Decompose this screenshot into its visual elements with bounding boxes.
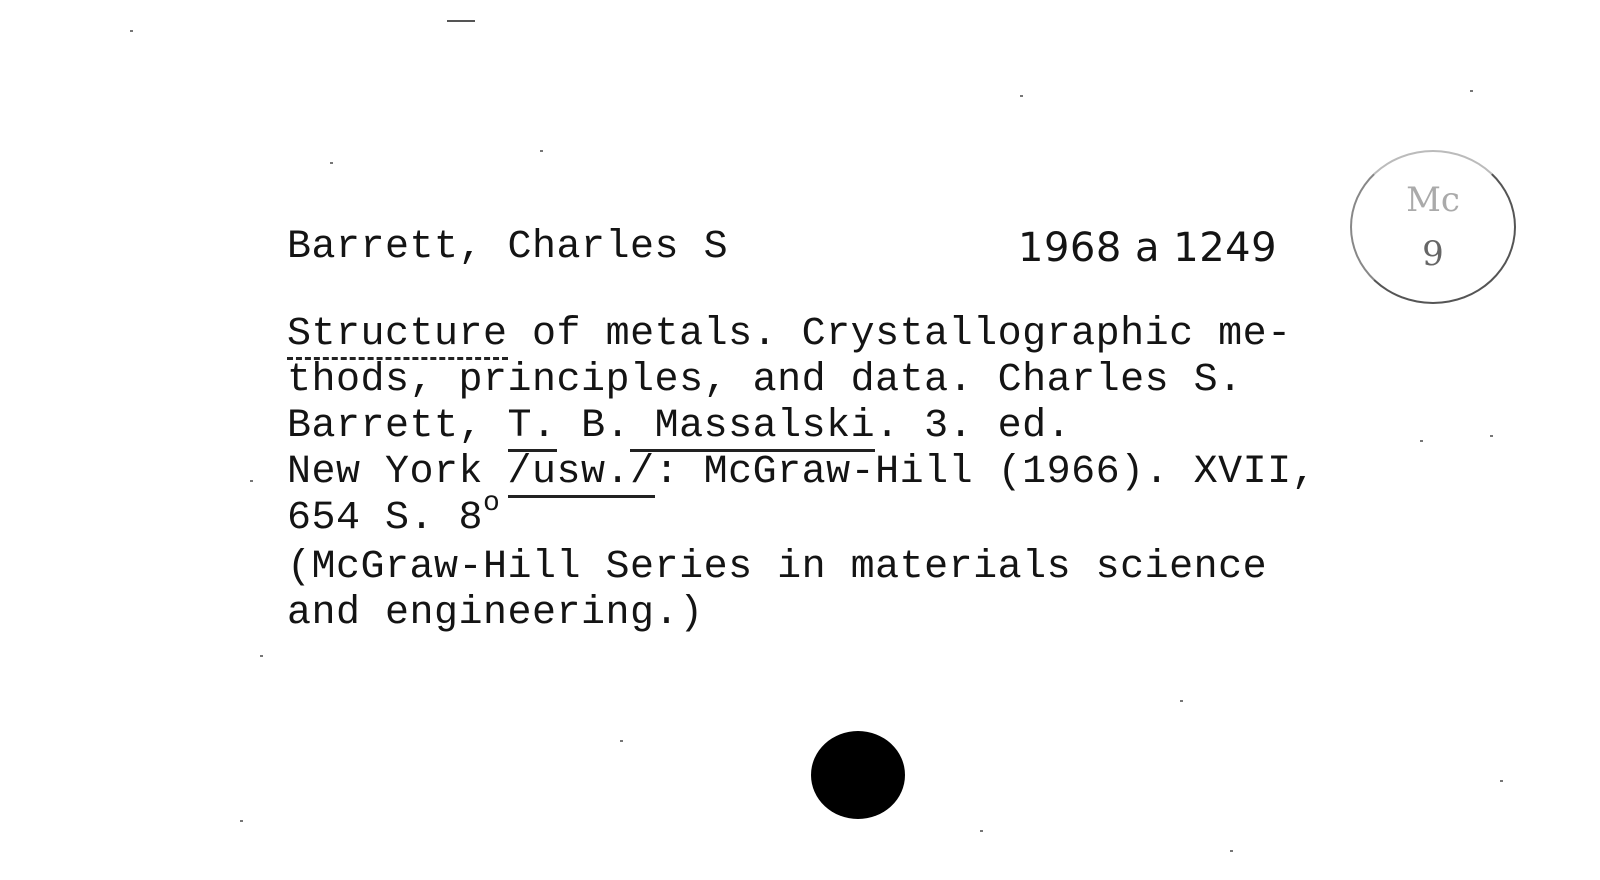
punch-hole [811,731,905,819]
entry-line-4a: New York [287,450,508,495]
stray-mark [447,20,475,22]
entry-line-5: 654 S. 8 [287,496,484,541]
stamp-top-text: Mc [1406,180,1460,220]
speck [1470,90,1473,92]
bibliographic-entry [287,312,1316,637]
format-superscript: o [483,488,501,519]
speck [1230,850,1233,852]
speck [1020,95,1023,97]
speck [240,820,243,822]
author-heading: Barrett, Charles S [287,225,729,270]
speck [1420,440,1423,442]
library-stamp [1350,150,1516,304]
speck [1180,700,1183,702]
call-number: 1968 a 1249 [1018,225,1278,271]
entry-line-3m: Massalski [630,404,875,452]
speck [250,480,253,482]
entry-line-2: thods, principles, and data. Charles S. [287,358,1243,403]
speck [130,30,133,32]
entry-line-3a: Barrett, [287,404,508,449]
entry-line-3b: B. [556,404,631,449]
title-line-1: of metals. Crystallographic me- [507,312,1292,357]
stamp-bottom-text: 9 [1422,234,1444,274]
entry-line-6: (McGraw-Hill Series in materials science [287,545,1268,590]
entry-line-3t: T. [508,404,557,452]
entry-line-4-usw: /usw./ [508,450,655,498]
title-keyword: Structure [287,312,508,360]
speck [620,740,623,742]
speck [260,655,263,657]
entry-line-4b: : McGraw-Hill (1966). XVII, [654,450,1317,495]
speck [540,150,543,152]
speck [330,162,333,164]
speck [980,830,983,832]
entry-line-3c: . 3. ed. [875,404,1072,449]
entry-line-7: and engineering.) [287,591,704,636]
speck [1490,435,1493,437]
speck [1500,780,1503,782]
